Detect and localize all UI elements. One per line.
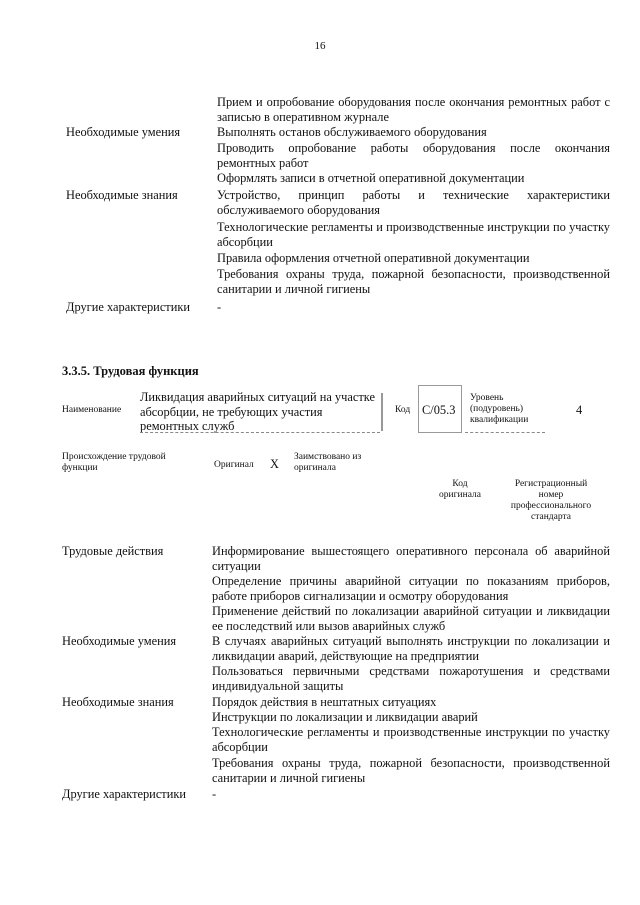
- original-label: Оригинал: [214, 460, 254, 470]
- labor-action-item: Информирование вышестоящего оперативного персонала об аварийной ситуации: [212, 544, 610, 573]
- page-number: 16: [314, 40, 326, 52]
- registration-number-label: Регистрационный номер профессионального стандарта: [510, 479, 592, 522]
- knowledge-label: Необходимые знания: [62, 695, 174, 709]
- level-underline: [465, 432, 545, 433]
- code-label: Код: [395, 405, 411, 415]
- name-divider: [381, 393, 383, 431]
- knowledge-item: Устройство, принцип работы и технические характеристики обслуживаемого оборудования: [217, 188, 610, 217]
- section-heading: 3.3.5. Трудовая функция: [62, 364, 199, 378]
- knowledge-item: Правила оформления отчетной оперативной документации: [217, 251, 530, 265]
- name-label: Наименование: [62, 405, 122, 415]
- name-underline: [140, 432, 380, 433]
- labor-action-item: Прием и опробование оборудования после окончания ремонтных работ с записью в оперативном журнале: [217, 95, 610, 124]
- knowledge-item: Технологические регламенты и производственные инструкции по участку абсорбции: [217, 220, 610, 249]
- code-value: С/05.3: [422, 403, 456, 417]
- skills-label: Необходимые умения: [66, 125, 181, 139]
- knowledge-item: Технологические регламенты и производственные инструкции по участку абсорбции: [212, 725, 610, 754]
- other-characteristics-label: Другие характеристики: [66, 300, 191, 314]
- skills-label: Необходимые умения: [62, 634, 177, 648]
- origin-code-label: Код оригинала: [439, 479, 481, 500]
- origin-label: Происхождение трудовой функции: [62, 452, 166, 473]
- original-mark: Х: [270, 457, 279, 471]
- skill-item: Оформлять записи в отчетной оперативной документации: [217, 171, 525, 185]
- knowledge-item: Порядок действия в нештатных ситуациях: [212, 695, 437, 709]
- labor-action-item: Определение причины аварийной ситуации по показаниям приборов, работе приборов сигнализации и осмотру оборудования: [212, 574, 610, 603]
- skill-item: Выполнять останов обслуживаемого оборудования: [217, 125, 487, 139]
- other-characteristics-label: Другие характеристики: [62, 787, 187, 801]
- function-name: Ликвидация аварийных ситуаций на участке абсорбции, не требующих участия ремонтных служб: [140, 390, 375, 434]
- skill-item: Проводить опробование работы оборудования после окончания ремонтных работ: [217, 141, 610, 170]
- knowledge-item: Требования охраны труда, пожарной безопасности, производственной санитарии и личной гигиены: [217, 267, 610, 296]
- other-characteristics-value: -: [217, 300, 222, 314]
- other-characteristics-value: -: [212, 787, 217, 801]
- skill-item: В случаях аварийных ситуаций выполнять инструкции по локализации и ликвидации аварий, действующие на предприятии: [212, 634, 610, 663]
- labor-action-item: Применение действий по локализации аварийной ситуации и ликвидации ее последствий или вызов аварийных служб: [212, 604, 610, 633]
- knowledge-item: Требования охраны труда, пожарной безопасности, производственной санитарии и личной гигиены: [212, 756, 610, 785]
- level-value: 4: [576, 403, 583, 417]
- borrowed-label: Заимствовано из оригинала: [294, 452, 362, 473]
- labor-actions-label: Трудовые действия: [62, 544, 164, 558]
- level-label: Уровень (подуровень) квалификации: [470, 393, 529, 425]
- knowledge-item: Инструкции по локализации и ликвидации аварий: [212, 710, 478, 724]
- skill-item: Пользоваться первичными средствами пожаротушения и средствами индивидуальной защиты: [212, 664, 610, 693]
- knowledge-label: Необходимые знания: [66, 188, 178, 202]
